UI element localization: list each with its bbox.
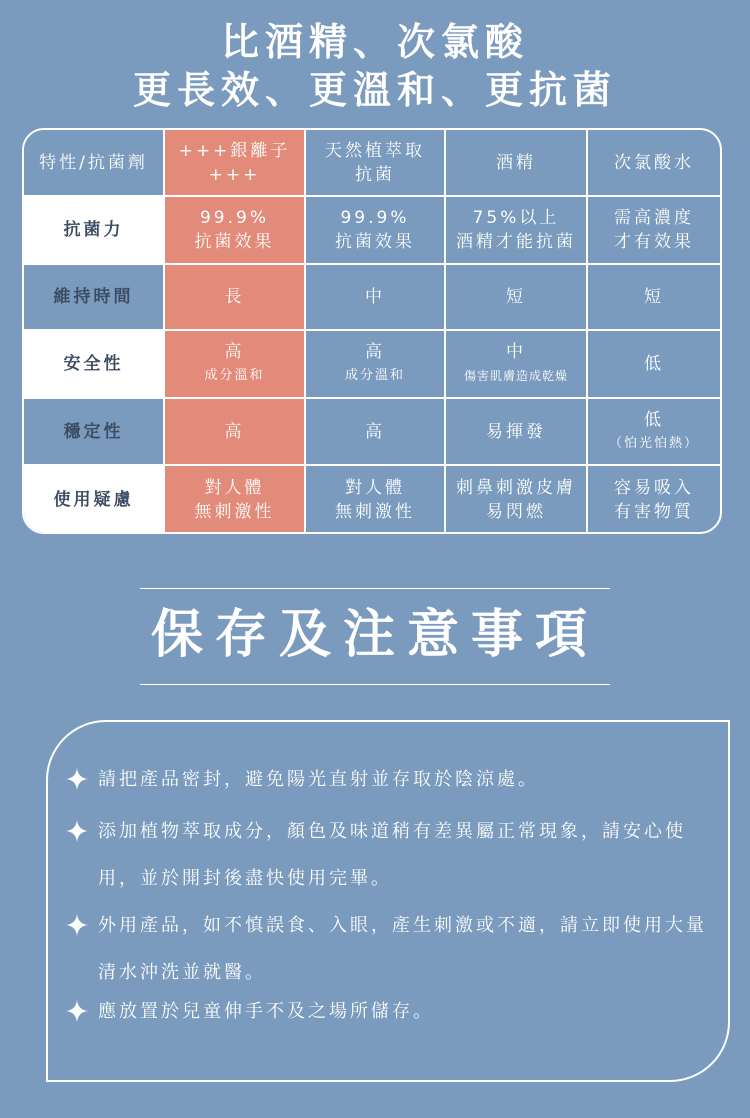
comparison-table [22, 128, 722, 534]
table-cell [588, 466, 720, 534]
header-hypochlorous: 次氯酸水 [588, 130, 720, 197]
cell-text: 高 [224, 421, 245, 442]
cell-text: 易揮發 [486, 421, 546, 442]
cell-text: 99.9% [199, 208, 269, 228]
cell-text: 刺鼻刺激皮膚 [456, 478, 576, 498]
header-feature: 特性/抗菌劑 [24, 130, 165, 197]
cell-text: 成分溫和 [204, 368, 265, 383]
cell-text: 有害物質 [614, 502, 694, 522]
table-cell [165, 265, 306, 331]
title-line-1: 比酒精、次氯酸 [220, 20, 529, 64]
cell-text: 對人體 [204, 478, 265, 498]
cell-text: 短 [644, 287, 664, 307]
sparkle-icon [66, 768, 88, 790]
cell-text: 低 [644, 409, 664, 430]
cell-text: 短 [506, 287, 526, 307]
table-cell [306, 197, 446, 265]
sparkle-icon [66, 914, 88, 936]
cell-text: 無刺激性 [194, 502, 275, 522]
cell-text: 中 [506, 342, 526, 362]
cell-text: 高 [365, 421, 385, 442]
cell-text: 抗菌效果 [194, 232, 275, 252]
table-cell [588, 265, 720, 331]
cell-text: 抗菌效果 [335, 232, 415, 252]
title-line-2: 更長效、更溫和、更抗菌 [132, 68, 617, 112]
table-cell [165, 197, 306, 265]
table-cell [588, 331, 720, 399]
note-text: 添加植物萃取成分，顏色及味道稍有差異屬正常現象，請安心使用，並於開封後盡快使用完畢。 [98, 821, 686, 889]
table-cell [446, 399, 588, 466]
table-cell [446, 466, 588, 534]
table-row [24, 399, 722, 466]
row-label: 穩定性 [24, 399, 165, 466]
cell-text: 易閃燃 [486, 502, 546, 522]
note-text: 外用產品，如不慎誤食、入眼，產生刺激或不適，請立即使用大量清水沖洗並就醫。 [98, 915, 707, 983]
cell-text: 傷害肌膚造成乾燥 [463, 369, 568, 383]
divider-top [140, 588, 610, 589]
table-header-row [24, 130, 722, 197]
notes-panel [46, 720, 730, 1082]
row-label: 抗菌力 [24, 197, 165, 265]
cell-text: 無刺激性 [335, 502, 415, 522]
cell-text: 低 [644, 354, 664, 374]
table-cell [306, 399, 446, 466]
note-text: 請把產品密封，避免陽光直射並存取於陰涼處。 [98, 769, 539, 790]
header-alcohol: 酒精 [446, 130, 588, 197]
table-cell [165, 399, 306, 466]
cell-text: 75%以上 [472, 208, 560, 228]
cell-text: 中 [365, 287, 385, 307]
cell-text: 酒精才能抗菌 [456, 232, 576, 252]
table-cell [446, 265, 588, 331]
cell-text: 才有效果 [614, 232, 694, 252]
table-cell [588, 197, 720, 265]
cell-text: 高 [224, 342, 245, 362]
table-cell [306, 265, 446, 331]
row-label: 使用疑慮 [24, 466, 165, 534]
cell-text: （怕光怕熱） [608, 435, 699, 451]
cell-text: 對人體 [345, 478, 405, 498]
header-silver-ion: +++銀離子+++ [165, 130, 306, 197]
table-row [24, 466, 722, 534]
table-cell [306, 331, 446, 399]
row-label: 維持時間 [24, 265, 165, 331]
divider-bottom [140, 684, 610, 685]
table-cell [165, 331, 306, 399]
header-plant-extract: 天然植萃取 抗菌 [306, 130, 446, 197]
cell-text: 99.9% [340, 208, 410, 228]
table-row [24, 331, 722, 399]
row-label: 安全性 [24, 331, 165, 399]
sparkle-icon [66, 820, 88, 842]
table-row [24, 197, 722, 265]
section-title: 保存及注意事項 [150, 605, 599, 665]
sparkle-icon [66, 1000, 88, 1022]
table-cell [306, 466, 446, 534]
cell-text: 成分溫和 [344, 368, 405, 383]
table-cell [446, 197, 588, 265]
cell-text: 需高濃度 [614, 208, 694, 228]
table-cell [165, 466, 306, 534]
note-text: 應放置於兒童伸手不及之場所儲存。 [98, 1001, 434, 1022]
cell-text: 高 [365, 342, 385, 362]
table-cell [588, 399, 720, 466]
cell-text: 長 [224, 287, 245, 307]
table-cell [446, 331, 588, 399]
table-row [24, 265, 722, 331]
cell-text: 容易吸入 [614, 478, 694, 498]
